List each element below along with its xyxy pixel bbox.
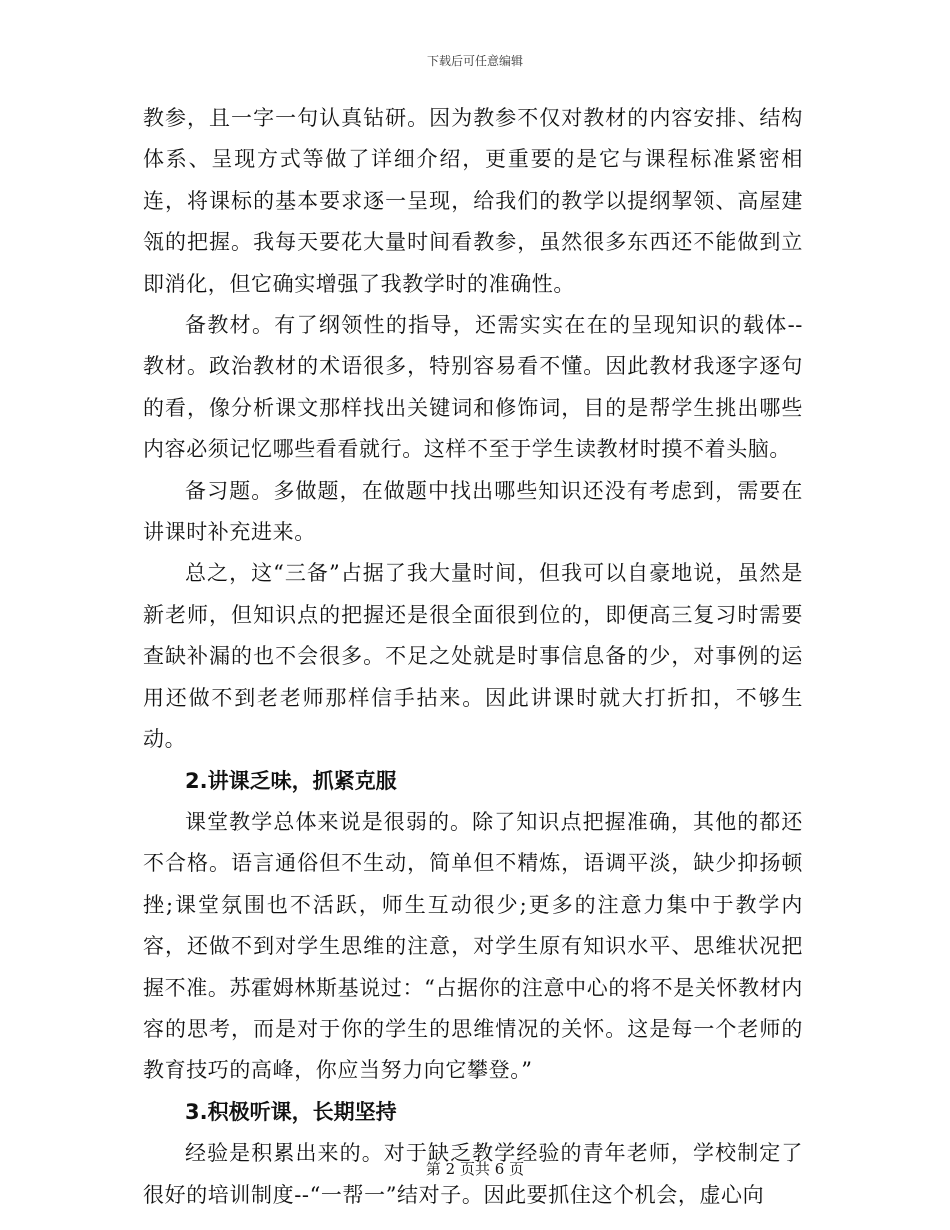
paragraph-exercises: 备习题。多做题，在做题中找出哪些知识还没有考虑到，需要在讲课时补充进来。 xyxy=(143,478,803,545)
paragraph-summary: 总之，这“三备”占据了我大量时间，但我可以自豪地说，虽然是新老师，但知识点的把握还是很全面很到位的，即便高三复习时需要查缺补漏的也不会很多。不足之处就是时事信息备的少，对事例的运用还做不到老老师那样信手拈来。因此讲课时就大打折扣，不够生动。 xyxy=(143,561,803,752)
body-text xyxy=(143,98,803,1216)
page-header: 下载后可任意编辑 xyxy=(426,54,523,68)
paragraph-textbook: 备教材。有了纲领性的指导，还需实实在在的呈现知识的载体--教材。政治教材的术语很多，特别容易看不懂。因此教材我逐字逐句的看，像分析课文那样找出关键词和修饰词，目的是帮学生挑出哪些内容必须记忆哪些看看就行。这样不至于学生读教材时摸不着头脑。 xyxy=(143,313,803,462)
paragraph-experience: 经验是积累出来的。对于缺乏教学经验的青年老师，学校制定了很好的培训制度--“一帮一”结对子。因此要抓住这个机会，虚心向 xyxy=(143,1141,803,1207)
page-number-footer: 第 2 页共 6 页 xyxy=(425,1160,525,1178)
section-heading-2: 2.讲课乏味，抓紧克服 xyxy=(185,768,397,793)
paragraph-teaching: 课堂教学总体来说是很弱的。除了知识点把握准确，其他的都还不合格。语言通俗但不生动，简单但不精炼，语调平淡，缺少抑扬顿挫;课堂氛围也不活跃，师生互动很少;更多的注意力集中于教学内容，还做不到对学生思维的注意，对学生原有知识水平、思维状况把握不准。苏霍姆林斯基说过：“占据你的注意中心的将不是关怀教材内容的思考，而是对于你的学生的思维情况的关怀。这是每一个老师的教育技巧的高峰，你应当努力向它攀登。” xyxy=(143,809,803,1083)
section-heading-3: 3.积极听课，长期坚持 xyxy=(185,1099,397,1124)
paragraph-continued: 教参，且一字一句认真钻研。因为教参不仅对教材的内容安排、结构体系、呈现方式等做了详细介绍，更重要的是它与课程标准紧密相连，将课标的基本要求逐一呈现，给我们的教学以提纲挈领、高屋建瓴的把握。我每天要花大量时间看教参，虽然很多东西还不能做到立即消化，但它确实增强了我教学时的准确性。 xyxy=(143,106,803,296)
